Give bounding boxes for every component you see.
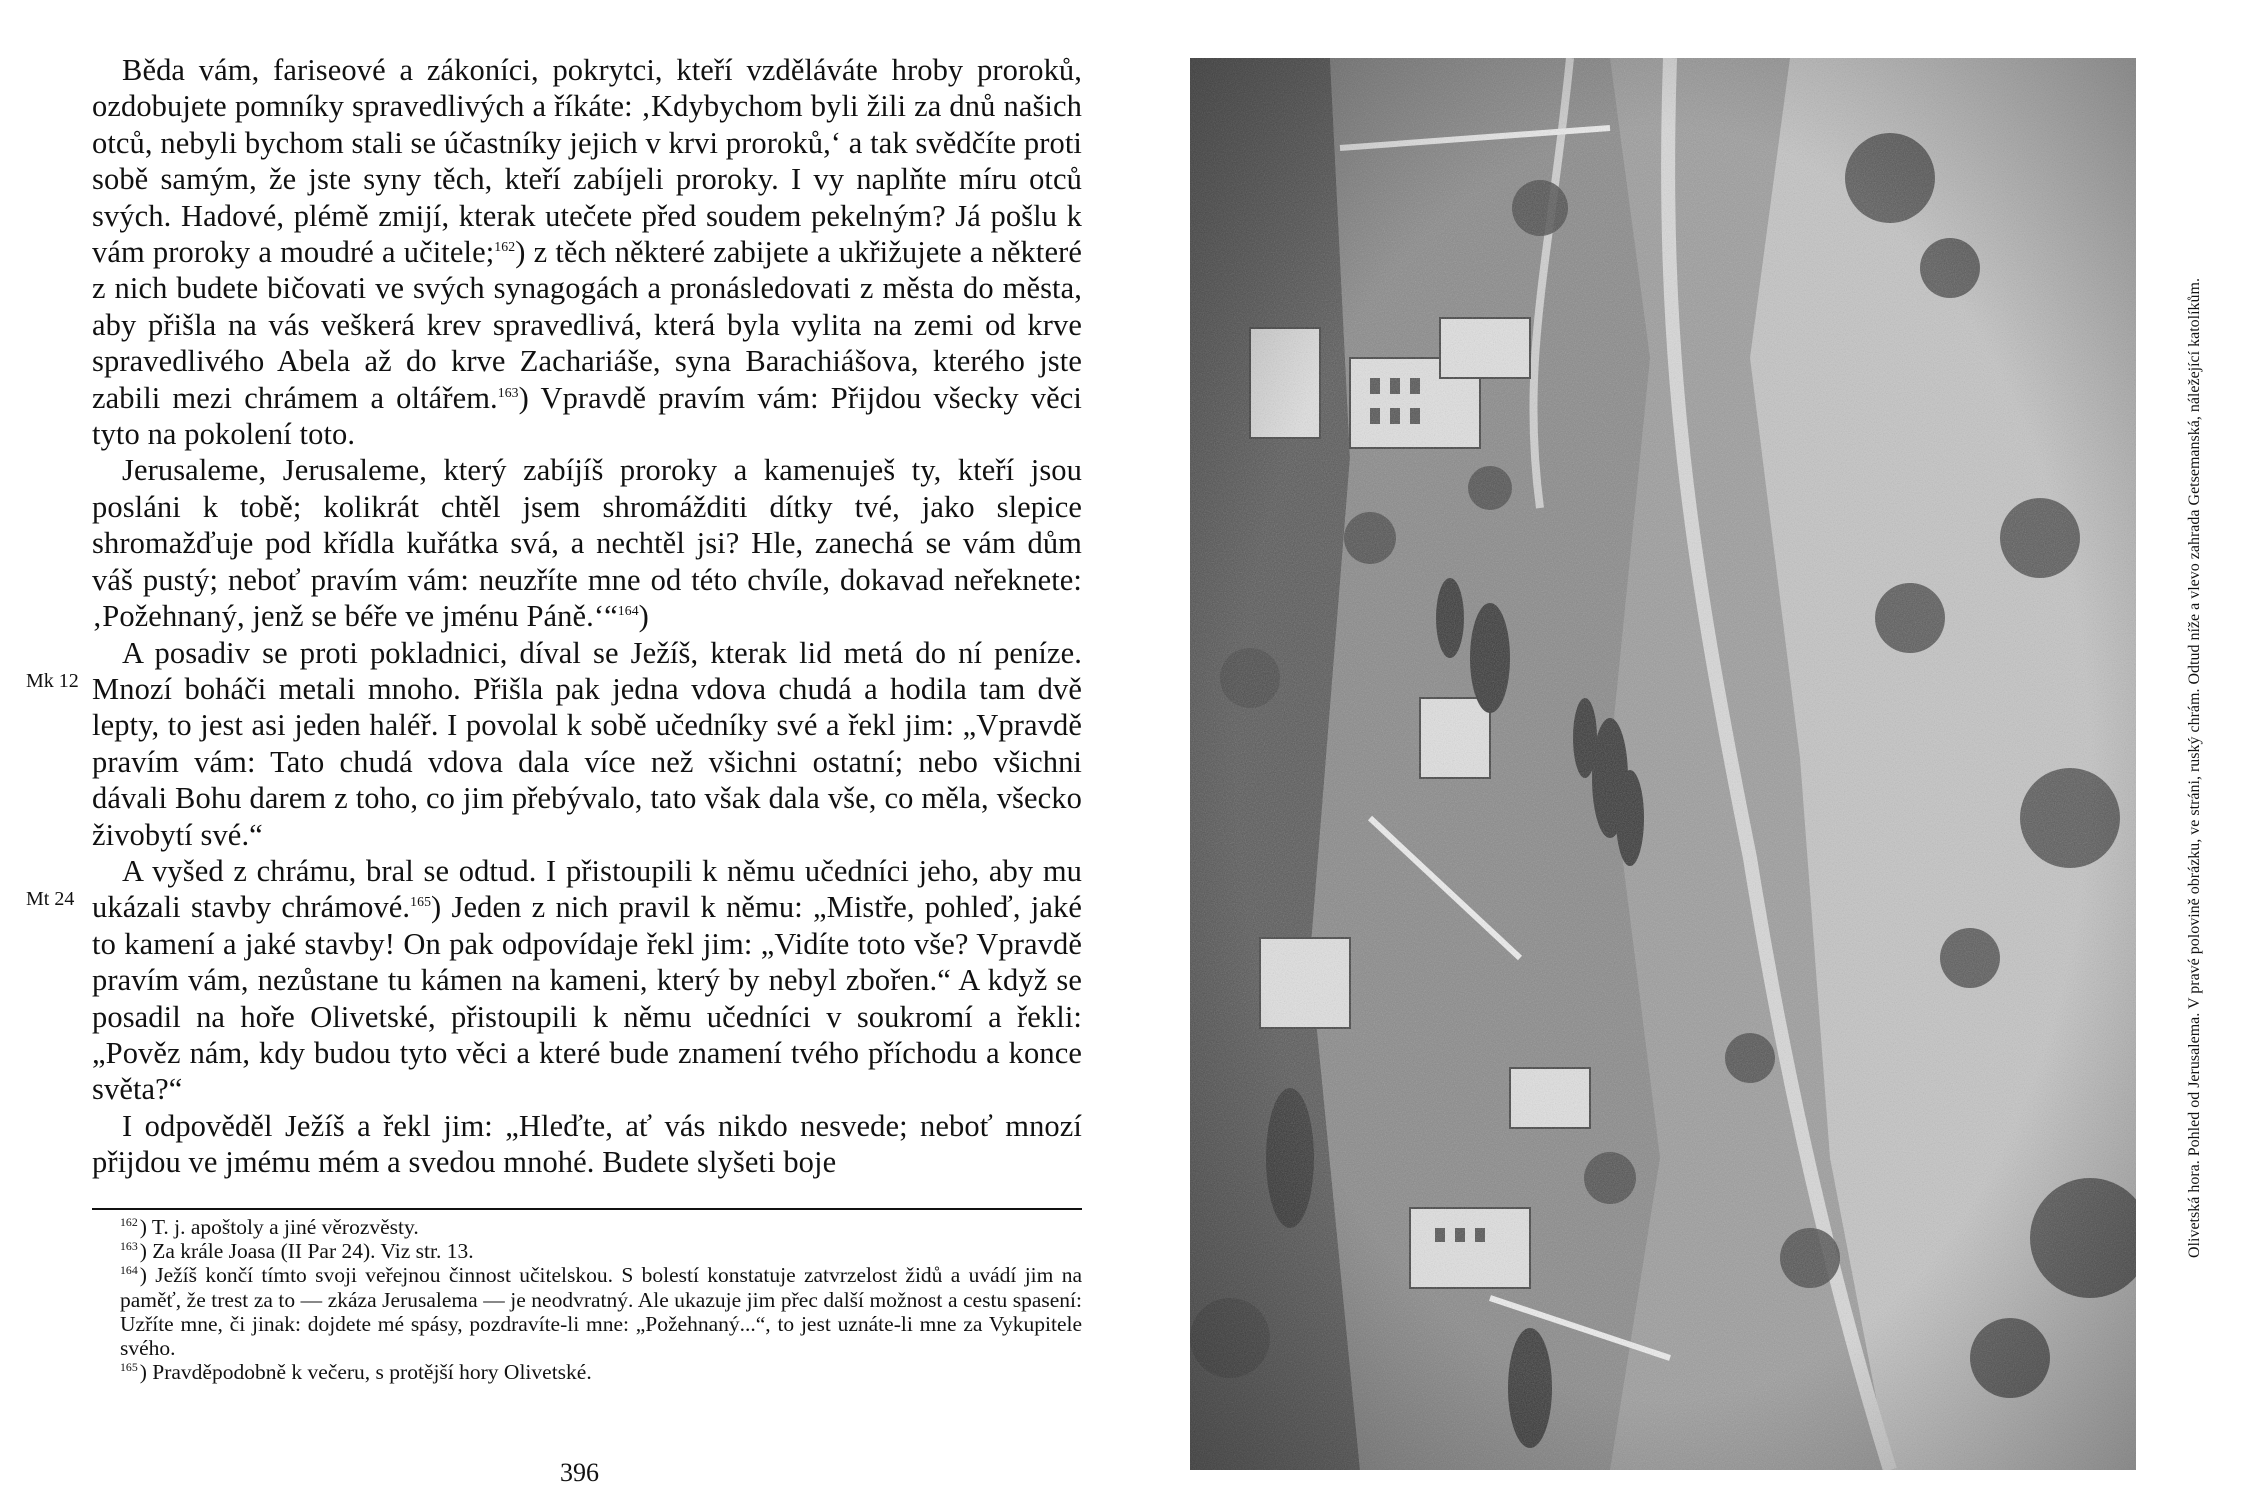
footnote-text: ) T. j. apoštoly a jiné věrozvěsty. bbox=[139, 1215, 419, 1239]
marginal-reference-mk12: Mk 12 bbox=[26, 670, 79, 692]
text-run: ) Jeden z nich pravil k němu: „Mistře, pohleď, jaké to kamení a jaké stavby! On pak odpovídaje řekl jim: „Vidíte toto vše? Vpravdě pravím vám, nezůstane tu kámen na kameni, který by nebyl zbořen.“ A když se posadil na hoře Olivetské, přistoupili k němu učedníci v soukromí a řekli: „Pověz nám, kdy budou tyto věci a které bude znamení tvého příchodu a konce světa?“ bbox=[92, 890, 1082, 1107]
marginal-reference-mt24: Mt 24 bbox=[26, 888, 75, 910]
footnote bbox=[92, 1263, 1082, 1360]
paragraph bbox=[92, 52, 1082, 452]
footnote-text: ) Pravděpodobně k večeru, s protější hory Olivetské. bbox=[139, 1360, 592, 1385]
text-run: I odpověděl Ježíš a řekl jim: „Hleďte, ať vás nikdo nesvede; neboť mnozí přijdou ve jmému mém a svedou mnohé. Budete slyšeti boje bbox=[92, 1108, 1082, 1180]
caption-text: Olivetská hora. Pohled od Jerusalema. V pravé polovině obrázku, ve stráni, ruský chrám. Odtud níže a vlevo zahrada Getsemanská, náležející katolíkům. bbox=[2186, 278, 2203, 1258]
footnote-ref: 162 bbox=[494, 238, 516, 254]
photo-illustration bbox=[1190, 58, 2136, 1470]
footnote-ref: 165 bbox=[410, 894, 432, 910]
text-run: Jerusaleme, Jerusaleme, který zabíjíš proroky a kamenuješ ty, kteří jsou posláni k tobě; kolikrát chtěl jsem shromážditi dítky tvé, jako slepice shromažďuje pod křídla kuřátka svá, a nechtěl jsi? Hle, zanechá se vám dům váš pustý; neboť pravím vám: neuzříte mne od této chvíle, dokavad neřeknete: ‚Požehnaný, jenž se béře ve jménu Páně.‘“ bbox=[92, 453, 1082, 634]
footnote bbox=[92, 1360, 1082, 1384]
footnotes bbox=[92, 1215, 1082, 1384]
text-run: ) bbox=[638, 599, 649, 634]
paragraph bbox=[92, 635, 1082, 853]
text-run: ) Vpravdě pravím vám: Přijdou všecky věci tyto na pokolení toto. bbox=[92, 380, 1082, 452]
paragraph bbox=[92, 1108, 1082, 1181]
footnote-ref: 163 bbox=[497, 384, 519, 400]
photo-caption bbox=[2145, 58, 2245, 1478]
footnote-ref: 164 bbox=[617, 602, 639, 618]
footnote-number: 162 bbox=[120, 1214, 138, 1229]
main-text bbox=[92, 52, 1082, 1181]
footnote-number: 164 bbox=[120, 1263, 138, 1278]
footnote-divider bbox=[92, 1208, 1082, 1210]
footnote bbox=[92, 1215, 1082, 1239]
footnote-number: 163 bbox=[120, 1239, 138, 1254]
footnote bbox=[92, 1239, 1082, 1263]
text-run: A posadiv se proti pokladnici, díval se Ježíš, kterak lid metá do ní peníze. Mnozí boháči metali mnoho. Přišla pak jedna vdova chudá a hodila tam dvě lepty, to jest asi jeden haléř. I povolal k sobě učedníky své a řekl jim: „Vpravdě pravím vám: Tato chudá vdova dala více než všichni ostatní; nebo všichni dávali Bohu darem z toho, co jim přebývalo, tato však dala vše, co měla, všecko živobytí své.“ bbox=[92, 635, 1082, 852]
text-run: ) z těch některé zabijete a ukřižujete a některé z nich budete bičovati ve svých synagogách a pronásledovati z města do města, aby přišla na vás veškerá krev spravedlivá, která byla vylita na zemi od krve spravedlivého Abela až do krve Zachariáše, syna Barachiášova, kterého jste zabili mezi chrámem a oltářem. bbox=[92, 235, 1082, 415]
footnote-number: 165 bbox=[120, 1360, 138, 1375]
footnote-text: ) Ježíš končí tímto svoji veřejnou činnost učitelskou. S bolestí konstatuje zatvrzelost židů a uvádí jim na paměť, že trest za to — zkáza Jerusalema — je neodvratný. Ale ukazuje jim přec další možnost a cestu spasení: Uzříte mne, či jinak: dojdete mé spásy, pozdravíte-li mne: „Požehnaný...“, to jest uznáte-li mne za Vykupitele svého. bbox=[120, 1263, 1082, 1361]
paragraph bbox=[92, 853, 1082, 1108]
paragraph bbox=[92, 452, 1082, 634]
photograph-mount-of-olives bbox=[1190, 58, 2136, 1470]
footnote-text: ) Za krále Joasa (II Par 24). Viz str. 13. bbox=[139, 1239, 474, 1264]
page-number: 396 bbox=[560, 1458, 599, 1487]
text-run: A vyšed z chrámu, bral se odtud. I přistoupili k němu učedníci jeho, aby mu ukázali stavby chrámové. bbox=[92, 853, 1082, 925]
text-run: Běda vám, fariseové a zákoníci, pokrytci, kteří vzděláváte hroby proroků, ozdobujete pomníky spravedlivých a říkáte: ‚Kdybychom byli žili za dnů našich otců, nebyli bychom stali se účastníky jejich v krvi proroků,‘ a tak svědčíte proti sobě samým, že jste syny těch, kteří zabíjeli proroky. I vy naplňte míru otců svých. Hadové, plémě zmijí, kterak utečete před soudem pekelným? Já pošlu k vám proroky a moudré a učitele; bbox=[92, 53, 1082, 270]
